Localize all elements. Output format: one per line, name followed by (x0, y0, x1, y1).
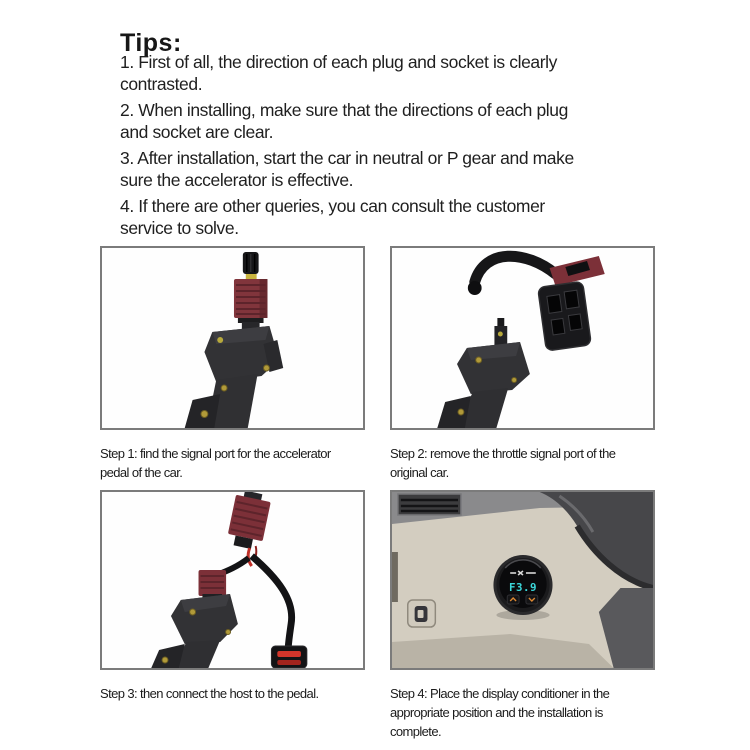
step-1-photo (100, 246, 365, 430)
tip-item-3: 3. After installation, start the car in neutral or P gear and make sure the accelerator is effective. (120, 148, 574, 190)
pedal-with-connector-illustration (102, 248, 363, 428)
tip-item-2: 2. When installing, make sure that the directions of each plug and socket are clear. (120, 100, 568, 142)
step-4-caption: Step 4: Place the display conditioner in the appropriate position and the installation is complete. (390, 686, 610, 739)
step-3-photo (100, 490, 365, 670)
panel-groove (392, 552, 398, 602)
tip-item-1: 1. First of all, the direction of each plug and socket is clearly contrasted. (120, 52, 558, 94)
step-2-figure (390, 246, 655, 482)
step-2-photo (390, 246, 655, 430)
tip-item-4: 4. If there are other queries, you can consult the customer service to solve. (120, 196, 545, 238)
step-1-caption: Step 1: find the signal port for the accelerator pedal of the car. (100, 446, 331, 480)
step-4-figure (390, 490, 655, 741)
step-4-photo (390, 490, 655, 670)
device-display-value: F3.9 (508, 580, 538, 595)
car-interior-illustration (392, 492, 653, 668)
host-box (271, 646, 306, 668)
step-3-figure (100, 490, 365, 703)
detached-connector-illustration (392, 248, 653, 428)
window-switch (408, 600, 436, 627)
air-vent (398, 494, 461, 515)
harness-connected-illustration (102, 492, 363, 668)
tips-list (120, 52, 680, 244)
step-1-figure (100, 246, 365, 482)
step-3-caption: Step 3: then connect the host to the pedal. (100, 686, 319, 701)
page-title: Tips: (120, 28, 182, 57)
step-2-caption: Step 2: remove the throttle signal port of the original car. (390, 446, 616, 480)
